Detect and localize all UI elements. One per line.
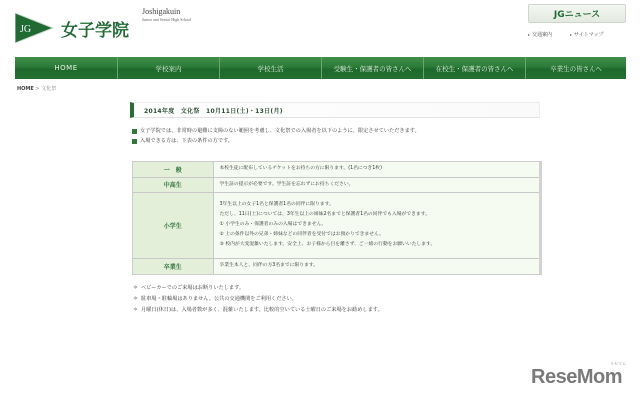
- sitemap-link[interactable]: ▸ サイトマップ: [570, 31, 603, 38]
- main-nav: [15, 57, 626, 79]
- watermark-kana: リセマム: [610, 361, 626, 366]
- page-title-text: 2014年度 文化祭 10月11日(土)・13日(月): [144, 107, 283, 115]
- row-value: 卒業生本人と、同伴の方3名までに限ります。: [213, 258, 539, 274]
- school-logo[interactable]: [15, 13, 129, 43]
- table-row: [133, 192, 539, 258]
- row-label-elementary: 小学生: [133, 192, 213, 258]
- nav-alumni[interactable]: 卒業生の皆さんへ: [550, 64, 602, 73]
- table-row: [133, 162, 539, 177]
- breadcrumb-current: 文化祭: [41, 86, 57, 92]
- jg-news-button[interactable]: JGニュース: [528, 4, 626, 23]
- logo-japanese-name: 女子学院: [61, 20, 129, 41]
- intro-line: 入場できる方は、下表の条件の方です。: [132, 136, 420, 146]
- logo-en-line1: Joshigakuin: [142, 7, 181, 16]
- row-value: 本校生徒に配布しているチケットをお持ちの方に限ります。(1名につき1枚): [213, 162, 539, 177]
- square-bullet-icon: [132, 139, 137, 144]
- notes-list: [133, 283, 383, 316]
- intro-text: [132, 126, 420, 146]
- row-label-alumni: 卒業生: [133, 258, 213, 274]
- table-row: [133, 258, 539, 274]
- nav-applicants[interactable]: 受験生・保護者の皆さんへ: [322, 57, 424, 79]
- resemom-watermark: [531, 361, 626, 389]
- row-value: 3年生以上の女子1名と保護者1名の同伴に限ります。 ただし、11日(土)については、3年生以上の姉妹2名までと保護者1名の同伴でも入場ができます。 ① 小学生のみ・保護者のみの入場はできません。 ② 上の条件以外の兄弟・姉妹などの同伴者を受付ではお預かりできません。 ③ 校内が大変混雑いたします。安全上、お子様から目を離さず、ご一緒の行動をお願いいたします。: [213, 192, 539, 258]
- breadcrumb-home[interactable]: HOME: [17, 86, 34, 92]
- square-bullet-icon: [132, 129, 137, 134]
- utility-links: [528, 31, 604, 38]
- intro-line: 女子学院では、非常時の避難に支障のない範囲を考慮し、文化祭での入場者を以下のように、限定させていただきます。: [132, 126, 420, 136]
- table-row: [133, 177, 539, 192]
- nav-school-info[interactable]: 学校案内: [118, 57, 220, 79]
- nav-home[interactable]: HOME: [15, 57, 118, 79]
- note-item: ＊ 駐車場・駐輪場はありません。公共の交通機関をご利用ください。: [133, 294, 383, 305]
- note-item: ＊ ベビーカーでのご来場はお断りいたします。: [133, 283, 383, 294]
- pennant-logo-icon: [15, 13, 55, 43]
- breadcrumb-separator: >: [33, 86, 42, 92]
- breadcrumb: [17, 85, 56, 92]
- nav-school-life[interactable]: 学校生活: [220, 57, 322, 79]
- row-label-secondary: 中高生: [133, 177, 213, 192]
- logo-english-name: [142, 7, 262, 22]
- svg-text:JG: JG: [20, 24, 32, 35]
- note-item: ＊ 月曜日(休日)は、入場者数が多く、混雑いたします。比較的空いている土曜日のご来場をお勧めします。: [133, 305, 383, 316]
- watermark-text: ReseMom: [531, 366, 622, 388]
- row-value: 学生証の提示が必要です。学生証を忘れずにお持ちください。: [213, 177, 539, 192]
- row-label-general: 一 般: [133, 162, 213, 177]
- page-title: [130, 102, 540, 118]
- admission-table: [132, 161, 542, 275]
- logo-en-line2: Junior and Senior High School: [142, 17, 192, 22]
- access-link[interactable]: ▸ 交通案内: [528, 31, 552, 38]
- nav-current-students[interactable]: 在校生・保護者の皆さんへ: [424, 57, 526, 79]
